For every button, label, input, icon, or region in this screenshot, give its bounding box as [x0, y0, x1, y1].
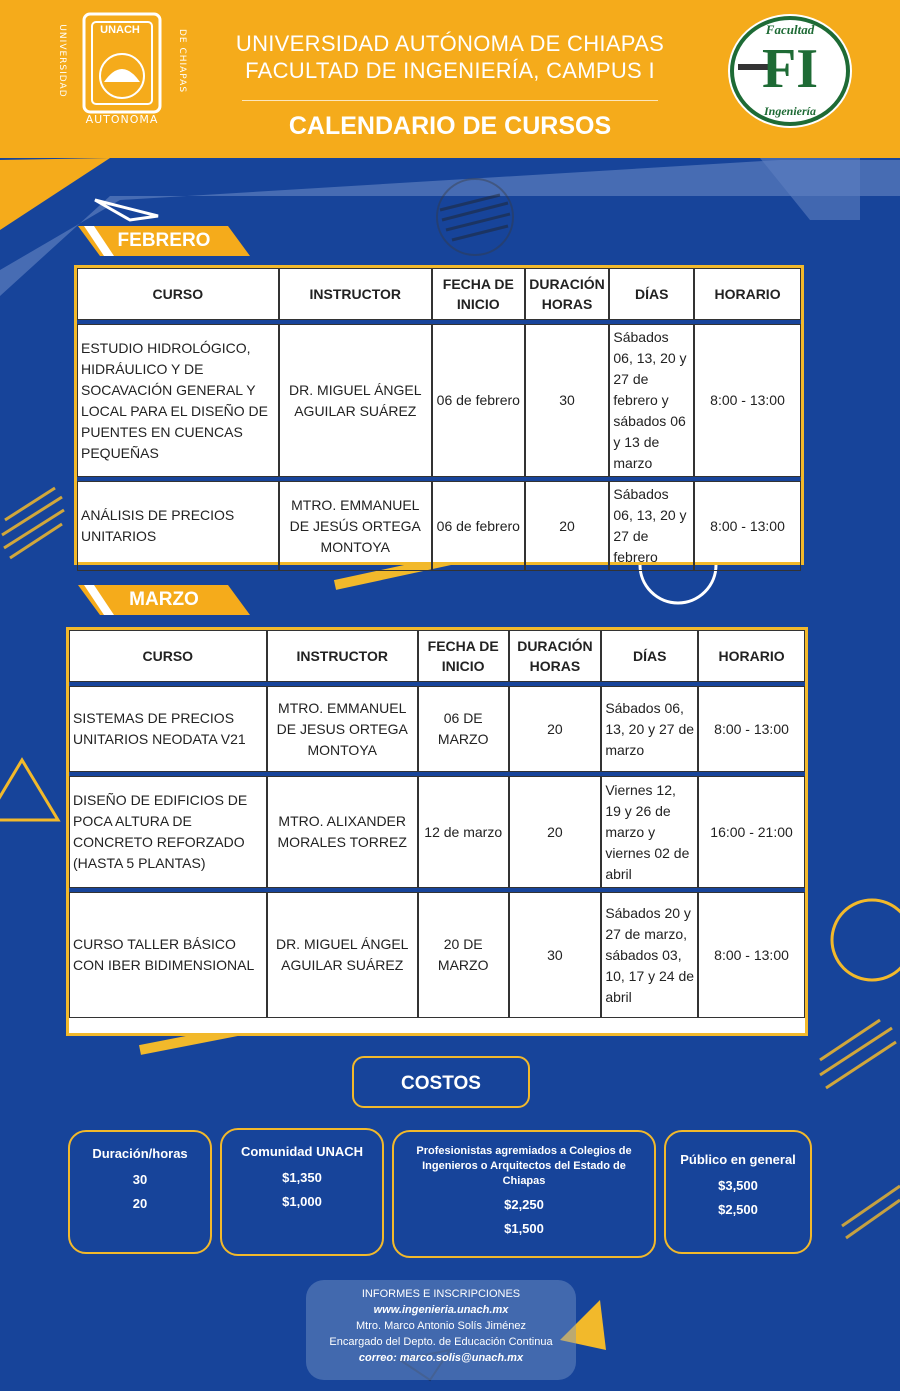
dias-cell: Sábados 06, 13, 20 y 27 de marzo [601, 686, 698, 772]
university-name: UNIVERSIDAD AUTÓNOMA DE CHIAPAS [235, 31, 665, 56]
page-title: CALENDARIO DE CURSOS [288, 112, 612, 140]
horario-cell: 8:00 - 13:00 [694, 324, 801, 477]
febrero-banner [78, 226, 250, 256]
dias-cell: Sábados 20 y 27 de marzo, sábados 03, 10, 17 y 24 de abril [601, 892, 698, 1018]
dias-cell: Sábados 06, 13, 20 y 27 de febrero [609, 481, 694, 571]
duracion-cell: 30 [509, 892, 602, 1018]
cost-value: $1,350 [282, 1170, 322, 1185]
fi-logo-top: Facultad [765, 22, 815, 37]
info-title: INFORMES E INSCRIPCIONES [361, 1288, 521, 1300]
horario-cell: 8:00 - 13:00 [698, 686, 805, 772]
info-box [306, 1280, 576, 1380]
table-row [77, 481, 801, 571]
cost-value: $2,500 [718, 1202, 758, 1217]
fecha-cell: 06 DE MARZO [418, 686, 509, 772]
table-row [69, 776, 805, 888]
info-role: Encargado del Depto. de Educación Continua [329, 1336, 553, 1348]
cost-box-duracion [68, 1130, 212, 1254]
col-dias: DÍAS [601, 630, 698, 682]
marzo-banner [78, 585, 250, 615]
cost-head: Público en general [680, 1152, 796, 1167]
col-instructor: INSTRUCTOR [279, 268, 432, 320]
unach-logo-side-right: DE CHIAPAS [177, 28, 187, 94]
horario-cell: 8:00 - 13:00 [694, 481, 801, 571]
col-horario: HORARIO [694, 268, 801, 320]
cost-box-unach [220, 1128, 384, 1256]
instructor-cell: DR. MIGUEL ÁNGEL AGUILAR SUÁREZ [267, 892, 418, 1018]
col-duracion: DURACIÓN HORAS [509, 630, 602, 682]
cost-value: $3,500 [718, 1178, 758, 1193]
dias-cell: Viernes 12, 19 y 26 de marzo y viernes 02 de abril [601, 776, 698, 888]
info-email-link[interactable]: correo: marco.solis@unach.mx [358, 1352, 524, 1364]
cost-head: Comunidad UNACH [240, 1144, 364, 1159]
instructor-cell: MTRO. EMMANUEL DE JESUS ORTEGA MONTOYA [267, 686, 418, 772]
col-curso: CURSO [77, 268, 279, 320]
marzo-table-grid [69, 630, 805, 1018]
costos-title: COSTOS [352, 1056, 530, 1108]
duracion-cell: 20 [509, 776, 602, 888]
cost-value: $1,000 [282, 1194, 322, 1209]
table-header-row [69, 630, 805, 682]
unach-logo-side-left: UNIVERSIDAD [57, 24, 67, 98]
febrero-table [74, 265, 804, 565]
unach-logo-bottom: AUTONOMA [85, 113, 159, 126]
header-divider [242, 100, 658, 101]
instructor-cell: MTRO. ALIXANDER MORALES TORREZ [267, 776, 418, 888]
col-duracion: DURACIÓN HORAS [525, 268, 610, 320]
col-horario: HORARIO [698, 630, 805, 682]
fi-logo-bottom: Ingeniería [763, 104, 816, 118]
horario-cell: 8:00 - 13:00 [698, 892, 805, 1018]
cost-box-profesionistas [392, 1130, 656, 1258]
col-curso: CURSO [69, 630, 267, 682]
cost-value: $1,500 [504, 1221, 544, 1236]
table-row [69, 892, 805, 1018]
duracion-cell: 30 [525, 324, 610, 477]
cost-value: 30 [132, 1172, 148, 1187]
marzo-table [66, 627, 808, 1036]
info-contact: Mtro. Marco Antonio Solís Jiménez [356, 1320, 526, 1332]
col-fecha: FECHA DE INICIO [432, 268, 525, 320]
horario-cell: 16:00 - 21:00 [698, 776, 805, 888]
instructor-cell: DR. MIGUEL ÁNGEL AGUILAR SUÁREZ [279, 324, 432, 477]
curso-cell: SISTEMAS DE PRECIOS UNITARIOS NEODATA V21 [69, 686, 267, 772]
curso-cell: CURSO TALLER BÁSICO CON IBER BIDIMENSIONAL [69, 892, 267, 1018]
cost-box-publico [664, 1130, 812, 1254]
febrero-table-grid [77, 268, 801, 571]
faculty-name: FACULTAD DE INGENIERÍA, CAMPUS I [245, 58, 655, 83]
marzo-label: MARZO [129, 589, 199, 610]
fecha-cell: 06 de febrero [432, 324, 525, 477]
cost-value: $2,250 [504, 1197, 544, 1212]
unach-logo-text: UNACH [100, 24, 140, 36]
fecha-cell: 20 DE MARZO [418, 892, 509, 1018]
fi-logo-icon [726, 12, 854, 130]
col-fecha: FECHA DE INICIO [418, 630, 509, 682]
fecha-cell: 12 de marzo [418, 776, 509, 888]
cost-value: 20 [132, 1196, 148, 1211]
curso-cell: ANÁLISIS DE PRECIOS UNITARIOS [77, 481, 279, 571]
university-title [200, 30, 700, 84]
table-row [69, 686, 805, 772]
curso-cell: DISEÑO DE EDIFICIOS DE POCA ALTURA DE CONCRETO REFORZADO (HASTA 5 PLANTAS) [69, 776, 267, 888]
cost-head: Profesionistas agremiados a Colegios de Ingenieros o Arquitectos del Estado de Chiapas [416, 1145, 632, 1187]
duracion-cell: 20 [509, 686, 602, 772]
duracion-cell: 20 [525, 481, 610, 571]
col-instructor: INSTRUCTOR [267, 630, 418, 682]
instructor-cell: MTRO. EMMANUEL DE JESÚS ORTEGA MONTOYA [279, 481, 432, 571]
cost-head: Duración/horas [92, 1146, 188, 1161]
curso-cell: ESTUDIO HIDROLÓGICO, HIDRÁULICO Y DE SOCAVACIÓN GENERAL Y LOCAL PARA EL DISEÑO DE PUENTES EN CUENCAS PEQUEÑAS [77, 324, 279, 477]
table-row [77, 324, 801, 477]
info-website-link[interactable]: www.ingenieria.unach.mx [373, 1304, 509, 1316]
febrero-label: FEBRERO [117, 230, 211, 251]
table-header-row [77, 268, 801, 320]
fecha-cell: 06 de febrero [432, 481, 525, 571]
dias-cell: Sábados 06, 13, 20 y 27 de febrero y sábados 06 y 13 de marzo [609, 324, 694, 477]
col-dias: DÍAS [609, 268, 694, 320]
fi-logo-letters: FI [762, 38, 818, 100]
